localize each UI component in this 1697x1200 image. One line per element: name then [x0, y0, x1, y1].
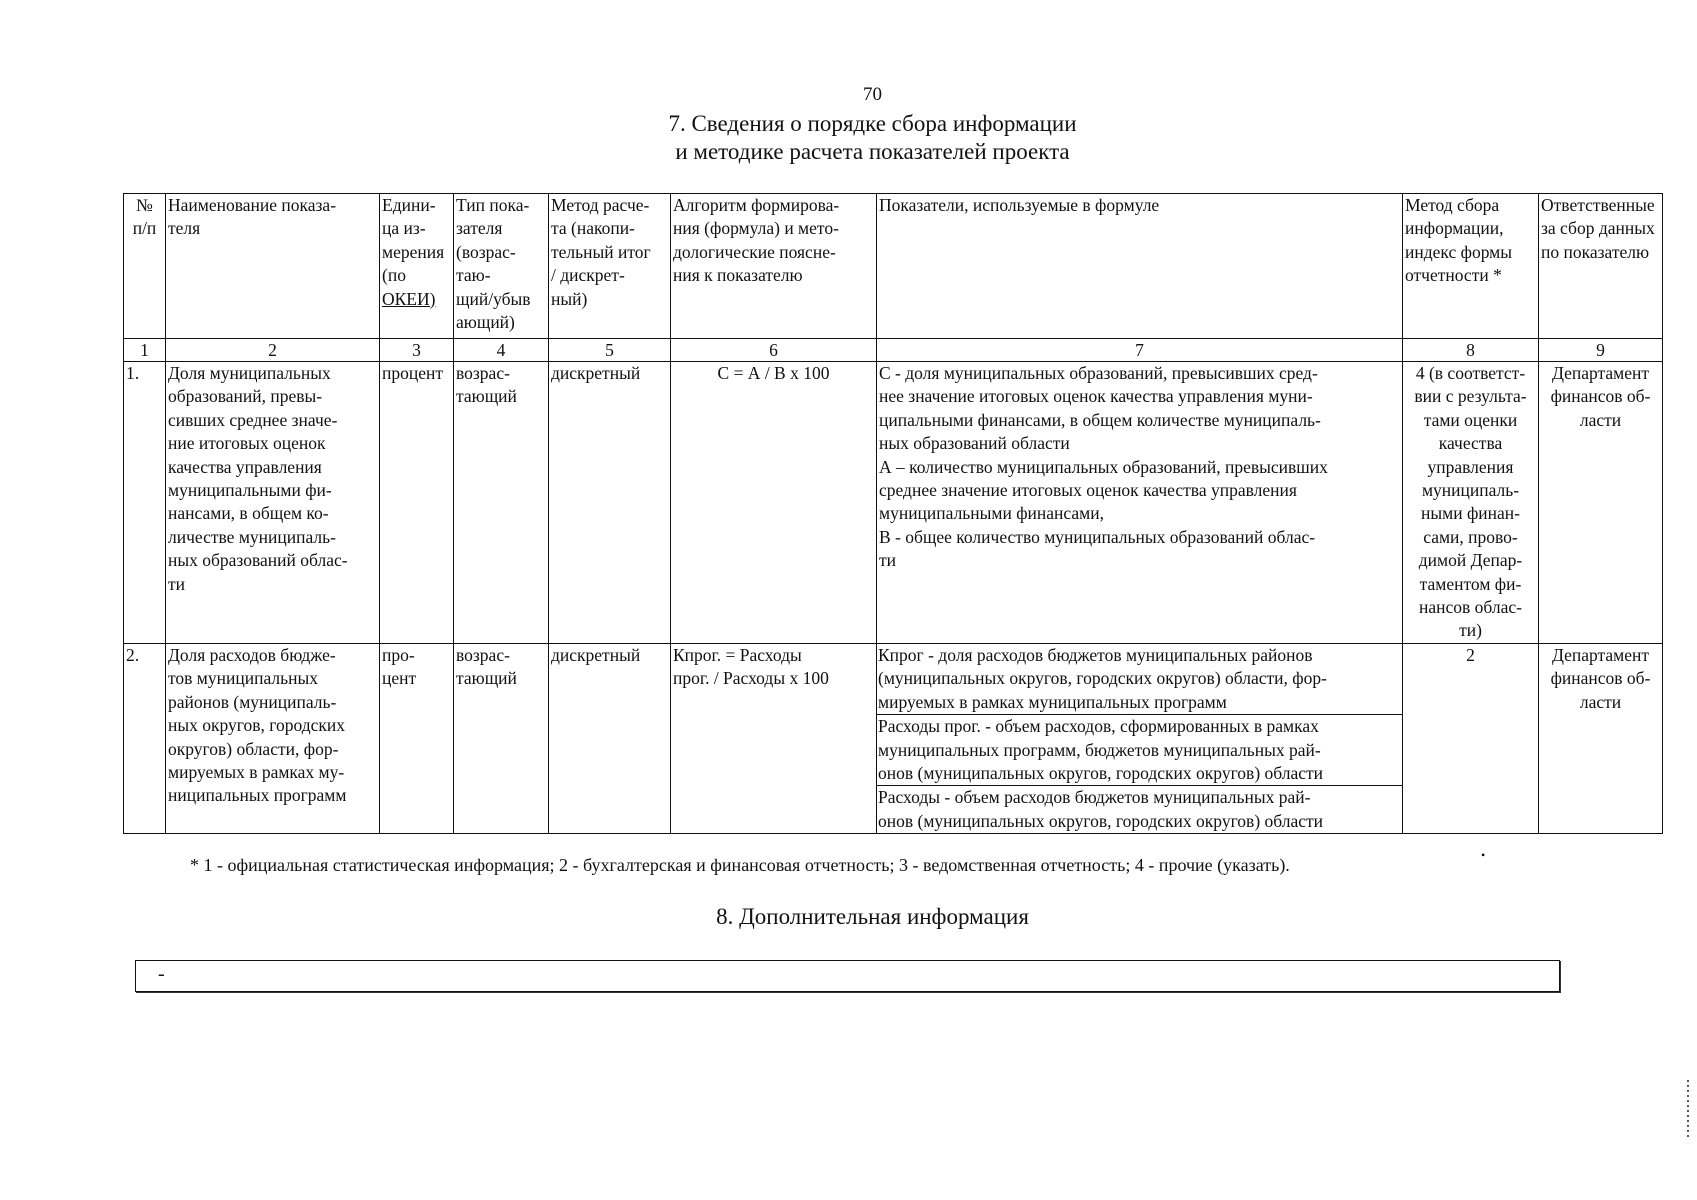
- formula: С = А / В х 100: [671, 362, 877, 644]
- column-number: 7: [877, 339, 1403, 362]
- footnote: * 1 - официальная статистическая информация; 2 - бухгалтерская и финансовая отчетность; 3 - ведомственная отчетность; 4 - прочие (указать).: [190, 855, 1290, 875]
- responsible: Департамент финансов об- ласти: [1539, 643, 1663, 833]
- header-indicators: Показатели, используемые в формуле: [877, 194, 1403, 339]
- column-number: 3: [380, 339, 454, 362]
- column-number: 4: [454, 339, 549, 362]
- column-number: 5: [549, 339, 671, 362]
- collection-method: 2: [1403, 643, 1539, 833]
- formula-indicator-item: Расходы прог. - объем расходов, сформированных в рамках муниципальных программ, бюджетов муниципальных рай- онов (муниципальных округов, городских округов) области: [877, 715, 1402, 786]
- header-formula: Алгоритм формирова- ния (формула) и мето- дологические поясне- ния к показателю: [671, 194, 877, 339]
- indicator-type: возрас- тающий: [454, 362, 549, 644]
- indicator-type: возрас- тающий: [454, 643, 549, 833]
- header-unit-text: Едини- ца из- мерения (по: [382, 195, 445, 286]
- scan-edge-marks: [1687, 1080, 1689, 1140]
- header-unit: [380, 194, 454, 339]
- header-name: Наименование показа- теля: [166, 194, 380, 339]
- header-unit-okei: ОКЕИ): [382, 288, 436, 309]
- indicator-name: Доля муниципальных образований, превы- сивших среднее значе- ние итоговых оценок качества управления муниципальными фи- нансами, в общем ко- личестве муниципаль- ных образований облас- ти: [166, 362, 380, 644]
- header-num: № п/п: [124, 194, 166, 339]
- title-line-2: и методике расчета показателей проекта: [675, 139, 1070, 164]
- table-row: [124, 362, 1663, 644]
- section-7-title: [0, 110, 1697, 166]
- column-number: 8: [1403, 339, 1539, 362]
- header-responsible: Ответственные за сбор данных по показателю: [1539, 194, 1663, 339]
- calc-method: дискретный: [549, 643, 671, 833]
- additional-info-box: [135, 960, 1560, 992]
- formula-indicators: С - доля муниципальных образований, превысивших сред- нее значение итоговых оценок качества управления муни- ципальными финансами, в общем количестве муниципаль- ных образований области А – количество муниципальных образований, превысивших среднее значение итоговых оценок качества управления муниципальными финансами, В - общее количество муниципальных образований облас- ти: [877, 362, 1403, 644]
- formula-indicator-item: Кпрог - доля расходов бюджетов муниципальных районов (муниципальных округов, городских округов) области, фор- мируемых в рамках муниципальных программ: [877, 644, 1402, 715]
- column-number: 2: [166, 339, 380, 362]
- header-collection: Метод сбора информации, индекс формы отчетности *: [1403, 194, 1539, 339]
- page-number: 70: [863, 84, 882, 105]
- responsible: Департамент финансов об- ласти: [1539, 362, 1663, 644]
- formula-indicators-list: [877, 644, 1402, 833]
- unit: процент: [380, 362, 454, 644]
- header-row: [124, 194, 1663, 339]
- collection-method: 4 (в соответст- вии с результа- тами оценки качества управления муниципаль- ными финан- сами, прово- димой Депар- таментом фи- нансов облас- ти): [1403, 362, 1539, 644]
- unit: про- цент: [380, 643, 454, 833]
- column-number: 1: [124, 339, 166, 362]
- calc-method: дискретный: [549, 362, 671, 644]
- row-number: 1.: [124, 362, 166, 644]
- row-number: 2.: [124, 643, 166, 833]
- formula: Кпрог. = Расходы прог. / Расходы х 100: [671, 643, 877, 833]
- indicator-name: Доля расходов бюдже- тов муниципальных районов (муниципаль- ных округов, городских округов) области, фор- мируемых в рамках му- ниципальных программ: [166, 643, 380, 833]
- column-number: 6: [671, 339, 877, 362]
- formula-indicators: [877, 643, 1403, 833]
- header-method: Метод расче- та (накопи- тельный итог / дискрет- ный): [549, 194, 671, 339]
- stray-mark: •: [1481, 848, 1486, 862]
- section-8-title: 8. Дополнительная информация: [716, 904, 1029, 929]
- formula-indicator-item: Расходы - объем расходов бюджетов муниципальных рай- онов (муниципальных округов, городских округов) области: [878, 787, 1324, 831]
- table-row: [124, 643, 1663, 833]
- indicators-table: [123, 193, 1663, 834]
- column-number: 9: [1539, 339, 1663, 362]
- header-type: Тип пока- зателя (возрас- таю- щий/убыв ающий): [454, 194, 549, 339]
- additional-info-content: -: [158, 963, 165, 985]
- column-number-row: [124, 339, 1663, 362]
- title-line-1: 7. Сведения о порядке сбора информации: [668, 111, 1077, 136]
